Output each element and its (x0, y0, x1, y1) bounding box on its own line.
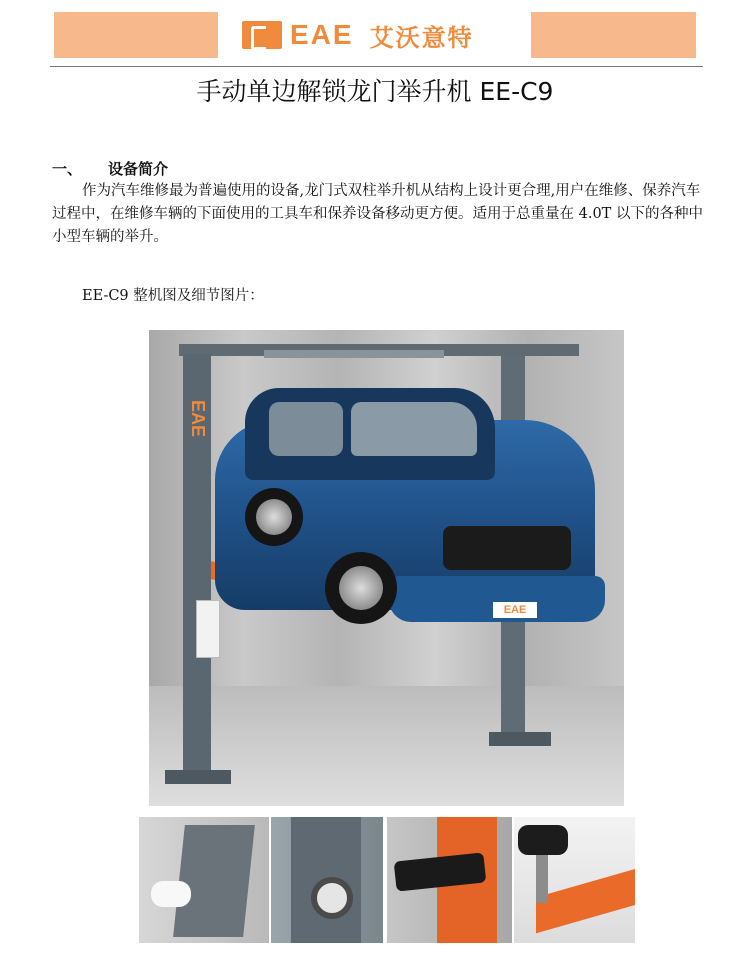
column-brand-text: EAE (188, 400, 208, 438)
car-side-window (269, 402, 343, 456)
lift-beam-bar (264, 350, 444, 358)
lift-left-base (165, 770, 231, 784)
car-front-wheel (325, 552, 397, 624)
intro-paragraph: 作为汽车维修最为普遍使用的设备,龙门式双柱举升机从结构上设计更合理,用户在维修、保养汽车过程中，在维修车辆的下面使用的工具车和保养设备移动更方便。适用于总重量在 4.0T 以下的各种中小型车辆的举升。 (52, 183, 703, 245)
photo-caption: EE-C9 整机图及细节图片： (82, 288, 264, 304)
control-box (196, 600, 220, 658)
pulley-detail-photo (271, 817, 383, 943)
car-windshield (351, 402, 477, 456)
car-plate: EAE (493, 602, 537, 618)
gloved-hand (151, 881, 191, 907)
header-band-right (531, 12, 696, 58)
header-rule (50, 66, 703, 67)
photo-floor (149, 686, 624, 806)
car-grille (443, 526, 571, 570)
adjusting-screw (536, 853, 548, 903)
lift-pad-detail-photo (514, 817, 635, 943)
header-band-left (54, 12, 218, 58)
logo-icon (242, 21, 282, 49)
lift-right-base (489, 732, 551, 746)
door-guard-pad-detail-photo (387, 817, 512, 943)
section-heading-text: 设备简介 (108, 160, 169, 178)
rubber-lift-pad (518, 825, 568, 855)
lift-main-photo (149, 330, 624, 806)
section-heading (52, 158, 168, 179)
header-logo (234, 10, 524, 60)
pulley-wheel (311, 877, 353, 919)
car-rear-wheel (245, 488, 303, 546)
page-title: 手动单边解锁龙门举升机 EE-C9 (196, 77, 554, 106)
logo-latin-text: EAE (290, 19, 354, 50)
logo-chinese-text: 艾沃意特 (369, 23, 474, 52)
lock-plate (173, 825, 255, 937)
orange-lift-arm (536, 869, 635, 934)
section-number: 一、 (52, 160, 83, 178)
lock-release-detail-photo (139, 817, 269, 943)
